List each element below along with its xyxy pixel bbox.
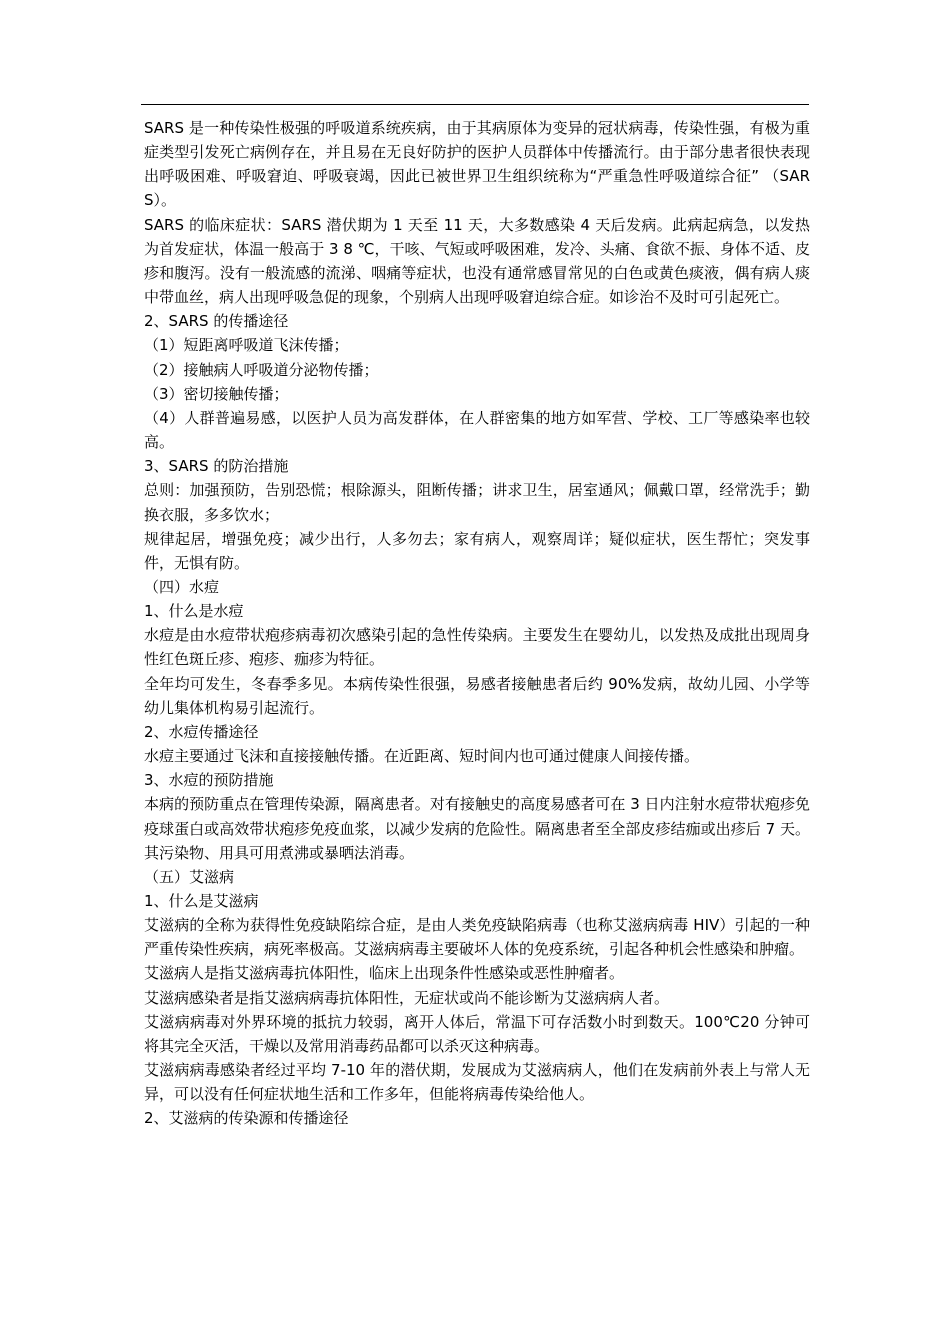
paragraph-chickenpox-prevention: 本病的预防重点在管理传染源，隔离患者。对有接触史的高度易感者可在 3 日内注射水痘带状疱疹免疫球蛋白或高效带状疱疹免疫血浆，以减少发病的危险性。隔离患者至全部皮疹结痂或出疹后 7 天。其污染物、用具可用煮沸或暴晒法消毒。 <box>144 795 810 862</box>
paragraph-aids-infected: 艾滋病感染者是指艾滋病病毒抗体阳性，无症状或尚不能诊断为艾滋病病人者。 <box>144 988 670 1007</box>
heading-what-is-aids: 1、什么是艾滋病 <box>144 892 259 910</box>
paragraph-chickenpox-transmission: 水痘主要通过飞沫和直接接触传播。在近距离、短时间内也可通过健康人间接传播。 <box>144 747 700 766</box>
section-heading-aids: （五）艾滋病 <box>144 867 235 886</box>
document-body <box>144 116 810 1131</box>
paragraph-general-principles: 总则：加强预防，告别恐慌；根除源头，阻断传播；讲求卫生，居室通风；佩戴口罩，经常洗手；勤换衣服，多多饮水； <box>144 481 810 524</box>
paragraph-aids-patient: 艾滋病人是指艾滋病毒抗体阳性，临床上出现条件性感染或恶性肿瘤者。 <box>144 964 625 983</box>
heading-chickenpox-prevention: 3、水痘的预防措施 <box>144 771 274 790</box>
list-item: （2）接触病人呼吸道分泌物传播； <box>144 360 379 379</box>
paragraph-chickenpox-season: 全年均可发生，冬春季多见。本病传染性很强，易感者接触患者后约 90%发病，故幼儿园、小学等幼儿集体机构易引起流行。 <box>144 674 810 717</box>
paragraph-sars-symptoms: SARS 的临床症状：SARS 潜伏期为 1 天至 11 天，大多数感染 4 天后发病。此病起病急，以发热为首发症状，体温一般高于 3 8 ℃，干咳、气短或呼吸困难，发冷、头痛、食欲不振、身体不适、皮疹和腹泻。没有一般流感的流涕、咽痛等症状，也没有通常感冒常见的白色或黄色痰液，偶有病人痰中带血丝，病人出现呼吸急促的现象，个别病人出现呼吸窘迫综合症。如诊治不及时可引起死亡。 <box>144 215 810 307</box>
heading-what-is-chickenpox: 1、什么是水痘 <box>144 602 244 621</box>
section-heading-chickenpox: （四）水痘 <box>144 577 220 596</box>
paragraph-aids-definition: 艾滋病的全称为获得性免疫缺陷综合症，是由人类免疫缺陷病毒（也称艾滋病病毒 HIV）引起的一种严重传染性疾病，病死率极高。艾滋病病毒主要破坏人体的免疫系统，引起各种机会性感染和肿瘤。 <box>144 916 810 959</box>
list-item: （4）人群普遍易感，以医护人员为高发群体，在人群密集的地方如军营、学校、工厂等感染率也较高。 <box>144 408 810 452</box>
paragraph-daily-habits: 规律起居，增强免疫；减少出行，人多勿去；家有病人，观察周详；疑似症状，医生帮忙；突发事件，无惧有防。 <box>144 529 810 572</box>
paragraph-chickenpox-definition: 水痘是由水痘带状疱疹病毒初次感染引起的急性传染病。主要发生在婴幼儿，以发热及成批出现周身性红色斑丘疹、疱疹、痂疹为特征。 <box>144 626 810 669</box>
heading-chickenpox-transmission: 2、水痘传播途径 <box>144 722 259 741</box>
heading-sars-prevention: 3、SARS 的防治措施 <box>144 457 289 476</box>
paragraph-aids-virus-resistance: 艾滋病病毒对外界环境的抵抗力较弱，离开人体后，常温下可存活数小时到数天。100℃20 分钟可将其完全灭活，干燥以及常用消毒药品都可以杀灭这种病毒。 <box>144 1012 810 1055</box>
list-item: （3）密切接触传播； <box>144 384 289 403</box>
list-item: （1）短距离呼吸道飞沫传播； <box>144 336 349 355</box>
header-rule <box>141 104 809 105</box>
paragraph-sars-intro: SARS 是一种传染性极强的呼吸道系统疾病，由于其病原体为变异的冠状病毒，传染性强，有极为重症类型引发死亡病例存在，并且易在无良好防护的医护人员群体中传播流行。由于部分患者很快表现出呼吸困难、呼吸窘迫、呼吸衰竭，因此已被世界卫生组织统称为“严重急性呼吸道综合征” （SARS）。 <box>144 119 810 210</box>
heading-aids-transmission: 2、艾滋病的传染源和传播途径 <box>144 1109 349 1128</box>
heading-sars-transmission: 2、SARS 的传播途径 <box>144 312 289 331</box>
paragraph-aids-incubation: 艾滋病病毒感染者经过平均 7-10 年的潜伏期，发展成为艾滋病病人，他们在发病前外表上与常人无异，可以没有任何症状地生活和工作多年，但能将病毒传染给他人。 <box>144 1061 810 1104</box>
